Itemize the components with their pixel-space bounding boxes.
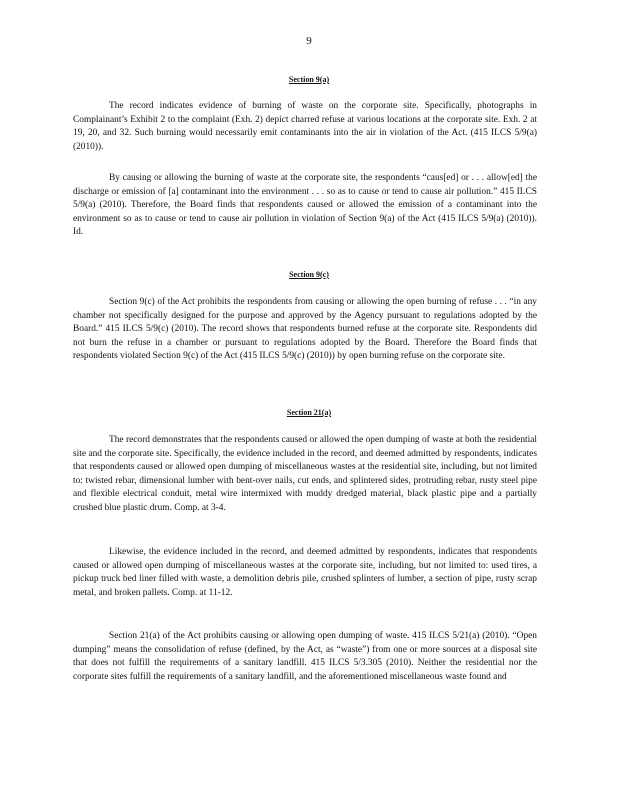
paragraph: The record indicates evidence of burning of waste on the corporate site. Specifically, photographs in Complainant’s Exhibit 2 to the complaint (Exh. 2) depict charred refuse at various locations at the corporate site. Exh. 2 at 19, 20, and 32. Such burning would necessarily emit contaminants into the air in violation of the Act. (415 ILCS 5/9(a) (2010)).	[73, 101, 537, 152]
paragraph: The record demonstrates that the respondents caused or allowed the open dumping of waste at both the residential site and the corporate site. Specifically, the evidence included in the record, and deemed admitted by respondents, indicates that respondents caused or allowed open dumping of miscellaneous wastes at the residential site, including, but not limited to: twisted rebar, dimensional lumber with bent-over nails, cut ends, and splintered sides, protruding rebar, rusty steel pipe and flexible electrical conduit, metal wire intermixed with muddy dredged material, black plastic pipe and a partially crushed blue plastic drum. Comp. at 3-4.	[73, 435, 537, 513]
section-heading-9c: Section 9(c)	[289, 270, 329, 279]
paragraph: By causing or allowing the burning of waste at the corporate site, the respondents “caus[ed] or . . . allow[ed] the discharge or emission of [a] contaminant into the environment . . . so as to cause or tend to cause air pollution.” 415 ILCS 5/9(a) (2010). Therefore, the Board finds that respondents caused or allowed the emission of a contaminant into the environment so as to cause or tend to cause air pollution in violation of Section 9(a) of the Act (415 ILCS 5/9(a) (2010)). Id.	[73, 173, 537, 238]
section-heading-21a: Section 21(a)	[286, 408, 332, 417]
paragraph: Likewise, the evidence included in the record, and deemed admitted by respondents, indicates that respondents caused or allowed open dumping of miscellaneous wastes at the corporate site, including, but not limited to: used tires, a pickup truck bed liner filled with waste, a demolition debris pile, crushed splinters of lumber, a section of pipe, rusty scrap metal, and broken pallets. Comp. at 11-12.	[73, 547, 537, 598]
page-number: 9	[306, 35, 312, 47]
paragraph: Section 21(a) of the Act prohibits causing or allowing open dumping of waste. 415 ILCS 5/21(a) (2010). “Open dumping” means the consolidation of refuse (defined, by the Act, as “waste”) from one or more sources at a disposal site that does not fulfill the requirements of a sanitary landfill. 415 ILCS 5/3.305 (2010). Neither the residential nor the corporate sites fulfill the requirements of a sanitary landfill, and the aforementioned miscellaneous waste found and	[73, 631, 537, 682]
paragraph: Section 9(c) of the Act prohibits the respondents from causing or allowing the open burning of refuse . . . “in any chamber not specifically designed for the purpose and approved by the Agency pursuant to regulations adopted by the Board.” 415 ILCS 5/9(c) (2010). The record shows that respondents burned refuse at the corporate site. Respondents did not burn the refuse in a chamber or pursuant to regulations adopted by the Board. Therefore the Board finds that respondents violated Section 9(c) of the Act (415 ILCS 5/9(c) (2010)) by open burning refuse on the corporate site.	[73, 297, 537, 362]
section-heading-9a: Section 9(a)	[288, 75, 330, 84]
